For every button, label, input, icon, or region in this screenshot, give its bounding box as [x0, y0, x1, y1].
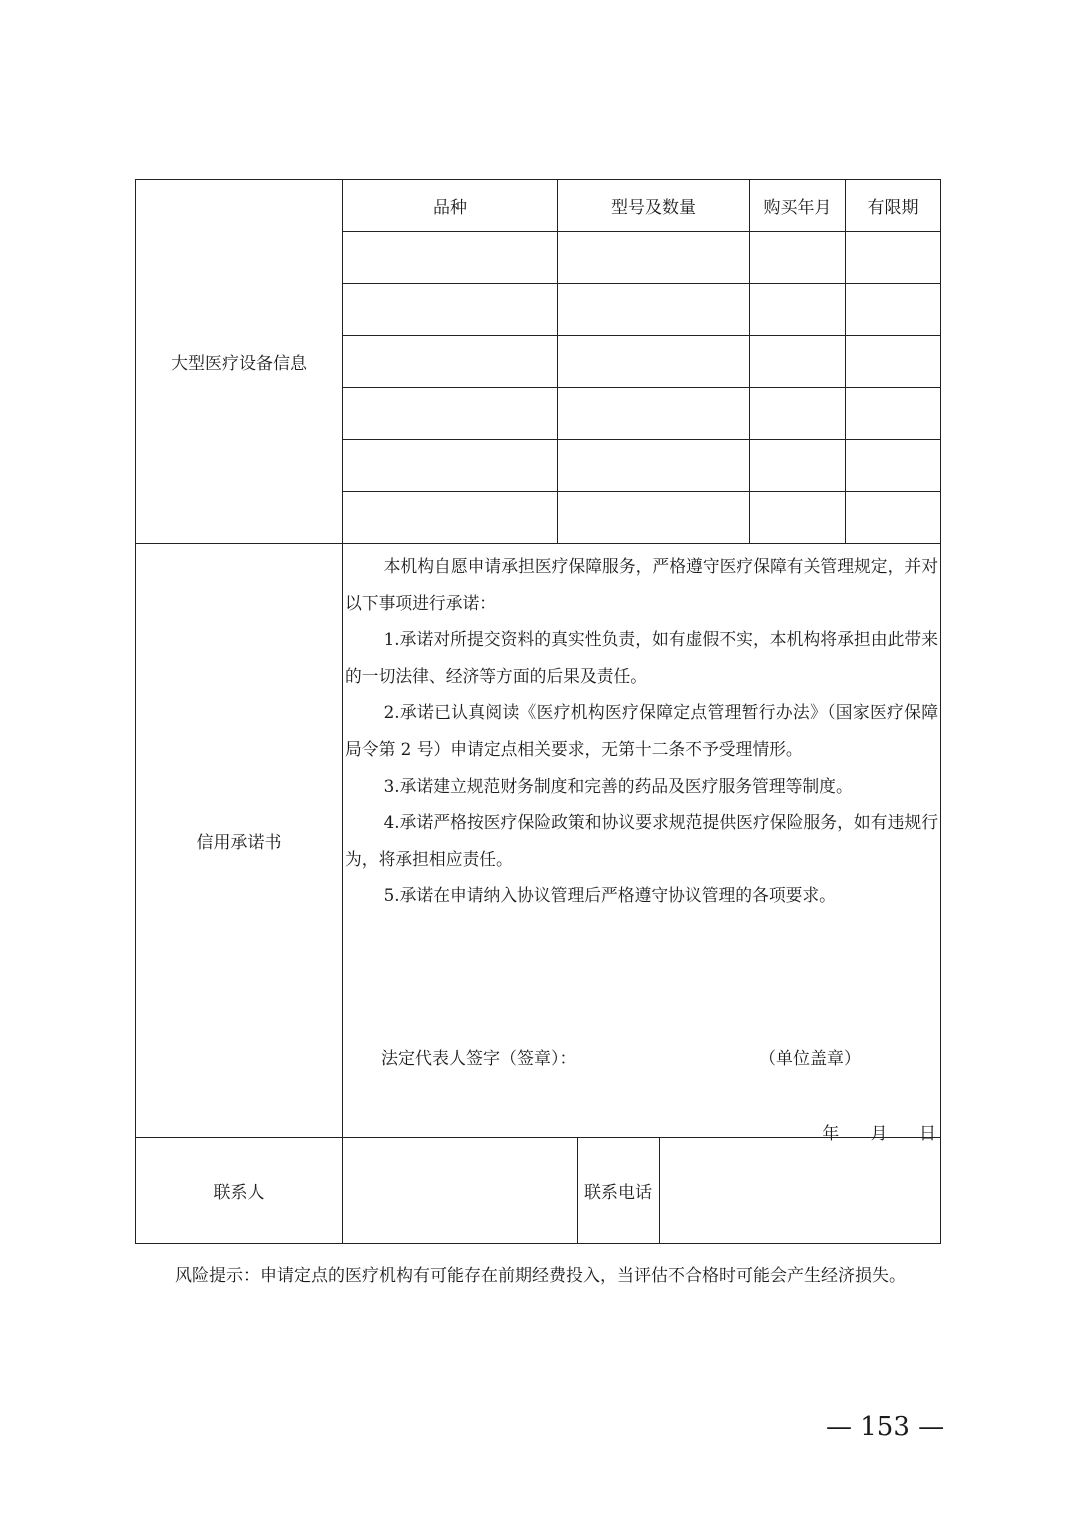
date-day-label: 日 — [919, 1124, 936, 1144]
equipment-validity-cell[interactable] — [846, 440, 941, 492]
equipment-validity-cell[interactable] — [846, 336, 941, 388]
header-validity-period: 有限期 — [846, 180, 941, 232]
equipment-model-cell[interactable] — [558, 492, 750, 544]
equipment-model-cell[interactable] — [558, 232, 750, 284]
pledge-text — [343, 544, 940, 914]
risk-note: 风险提示：申请定点的医疗机构有可能存在前期经费投入，当评估不合格时可能会产生经济损失。 — [175, 1266, 906, 1286]
equipment-purchase-cell[interactable] — [750, 336, 846, 388]
header-purchase-date: 购买年月 — [750, 180, 846, 232]
pledge-item-3: 3.承诺建立规范财务制度和完善的药品及医疗服务管理等制度。 — [383, 775, 853, 796]
contact-row — [136, 1138, 941, 1244]
header-variety: 品种 — [343, 180, 558, 232]
signature-label: 法定代表人签字（签章）： — [381, 1049, 577, 1069]
equipment-header-row — [136, 180, 941, 232]
equipment-model-cell[interactable] — [558, 440, 750, 492]
contact-person-field[interactable] — [343, 1138, 577, 1243]
header-model-quantity: 型号及数量 — [558, 180, 750, 232]
equipment-model-cell[interactable] — [558, 388, 750, 440]
contact-inner-table — [343, 1138, 940, 1243]
equipment-model-cell[interactable] — [558, 284, 750, 336]
date-line — [796, 1119, 936, 1144]
pledge-intro: 本机构自愿申请承担医疗保障服务，严格遵守医疗保障有关管理规定，并对以下事项进行承诺： — [345, 556, 938, 613]
equipment-purchase-cell[interactable] — [750, 388, 846, 440]
pledge-row — [136, 544, 941, 1138]
equipment-variety-cell[interactable] — [343, 440, 558, 492]
equipment-purchase-cell[interactable] — [750, 232, 846, 284]
equipment-validity-cell[interactable] — [846, 492, 941, 544]
date-month-label: 月 — [870, 1124, 888, 1144]
equipment-model-cell[interactable] — [558, 336, 750, 388]
equipment-variety-cell[interactable] — [343, 388, 558, 440]
pledge-section-label: 信用承诺书 — [136, 544, 343, 1138]
equipment-variety-cell[interactable] — [343, 232, 558, 284]
signature-line — [381, 1044, 940, 1069]
pledge-content — [343, 544, 941, 1144]
equipment-purchase-cell[interactable] — [750, 440, 846, 492]
equipment-validity-cell[interactable] — [846, 232, 941, 284]
equipment-purchase-cell[interactable] — [750, 284, 846, 336]
equipment-variety-cell[interactable] — [343, 492, 558, 544]
contact-phone-label: 联系电话 — [577, 1138, 659, 1243]
page-number: — 153 — — [826, 1412, 945, 1442]
pledge-item-1: 1.承诺对所提交资料的真实性负责，如有虚假不实，本机构将承担由此带来的一切法律、经济等方面的后果及责任。 — [345, 629, 938, 686]
pledge-item-5: 5.承诺在申请纳入协议管理后严格遵守协议管理的各项要求。 — [383, 885, 836, 906]
application-form-table — [135, 179, 941, 1244]
contact-content — [343, 1138, 941, 1244]
equipment-section-label: 大型医疗设备信息 — [136, 180, 343, 544]
contact-phone-field[interactable] — [659, 1138, 940, 1243]
pledge-item-2: 2.承诺已认真阅读《医疗机构医疗保障定点管理暂行办法》（国家医疗保障局令第 2 号）申请定点相关要求，无第十二条不予受理情形。 — [345, 702, 938, 759]
equipment-purchase-cell[interactable] — [750, 492, 846, 544]
contact-person-label: 联系人 — [136, 1138, 343, 1244]
equipment-variety-cell[interactable] — [343, 284, 558, 336]
equipment-validity-cell[interactable] — [846, 284, 941, 336]
equipment-variety-cell[interactable] — [343, 336, 558, 388]
date-year-label: 年 — [822, 1124, 840, 1144]
pledge-item-4: 4.承诺严格按医疗保险政策和协议要求规范提供医疗保险服务，如有违规行为，将承担相应责任。 — [345, 812, 938, 869]
seal-label: （单位盖章） — [759, 1049, 861, 1069]
equipment-validity-cell[interactable] — [846, 388, 941, 440]
